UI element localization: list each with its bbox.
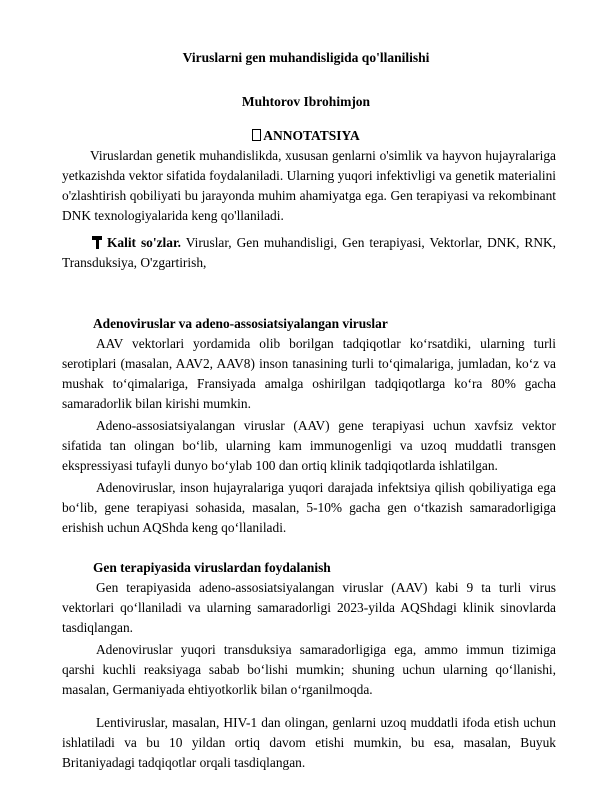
keywords-label: Kalit so'zlar. — [107, 235, 182, 250]
section1-paragraph-2: Adeno-assosiatsiyalangan viruslar (AAV) gene terapiyasi uchun xavfsiz vektor sifatida tan olingan bo‘lib, ularning kam immunogenligi va uzoq muddatli transgen ekspressiyasi tufayli dunyo bo‘ylab 100 dan ortiq klinik tadqiqotlarda ishlatilgan. — [62, 418, 556, 474]
missing-glyph-icon — [252, 129, 261, 141]
section1-paragraph-1: AAV vektorlari yordamida olib borilgan tadqiqotlar ko‘rsatdiki, ularning turli serotiplari (masalan, AAV2, AAV8) inson tanasining turli to‘qimalariga, jumladan, ko‘z va mushak to‘qimalariga, Fransiyada amalga oshirilgan tadqiqotlarga ko‘ra 80% gacha samaradorlik bilan kirishi mumkin. — [62, 336, 556, 412]
section2-paragraph-1: Gen terapiyasida adeno-assosiatsiyalangan viruslar (AAV) kabi 9 ta turli virus vektorlari qo‘llaniladi va ularning samaradorligi 2023-yilda AQShdagi klinik sinovlarda tasdiqlangan. — [62, 580, 556, 636]
abstract-heading-line — [0, 128, 612, 144]
abstract-text: Viruslardan genetik muhandislikda, xususan genlarni o'simlik va hayvon hujayralariga yetkazishda vektor sifatida foydalaniladi. Ularning yuqori infektivligi va genetik materialini o'zlashtirish qobiliyati bu jarayonda muhim ahamiyatga ega. Gen terapiyasi va rekombinant DNK texnologiyalarida keng qo'llaniladi. — [62, 148, 556, 224]
section-heading-adenoviruses: Adenoviruslar va adeno-assosiatsiyalangan viruslar — [93, 316, 388, 331]
section2-paragraph-3: Lentiviruslar, masalan, HIV-1 dan olingan, genlarni uzoq muddatli ifoda etish uchun ishlatiladi va bu 10 yildan ortiq davom etishi mumkin, bu esa, masalan, Buyuk Britaniyadagi tadqiqotlar orqali tasdiqlangan. — [62, 715, 556, 771]
author-name: Muhtorov Ibrohimjon — [241, 94, 371, 109]
paper-title: Viruslarni gen muhandisligida qo'llanilishi — [182, 50, 430, 65]
keywords-text: Viruslar, Gen muhandisligi, Gen terapiyasi, Vektorlar, DNK, RNK, Transduksiya, O'zgartirish, — [62, 235, 557, 271]
section-heading-gene-therapy: Gen terapiyasida viruslardan foydalanish — [93, 560, 331, 575]
abstract-heading: ANNOTATSIYA — [263, 128, 360, 143]
pin-icon — [92, 236, 102, 249]
section1-paragraph-3: Adenoviruslar, inson hujayralariga yuqori darajada infektsiya qilish qobiliyatiga ega bo‘lib, gene terapiyasi sohasida, masalan, 5-10% gacha gen o‘tkazish samaradorligiga erishish uchun AQShda keng qo‘llaniladi. — [62, 480, 556, 536]
section2-paragraph-2: Adenoviruslar yuqori transduksiya samaradorligiga ega, ammo immun tizimiga qarshi kuchli reaksiyaga sabab bo‘lishi mumkin; shuning uchun ularning qo‘llanishi, masalan, Germaniyada ehtiyotkorlik bilan o‘rganilmoqda. — [62, 642, 556, 698]
keywords-paragraph — [62, 233, 556, 273]
